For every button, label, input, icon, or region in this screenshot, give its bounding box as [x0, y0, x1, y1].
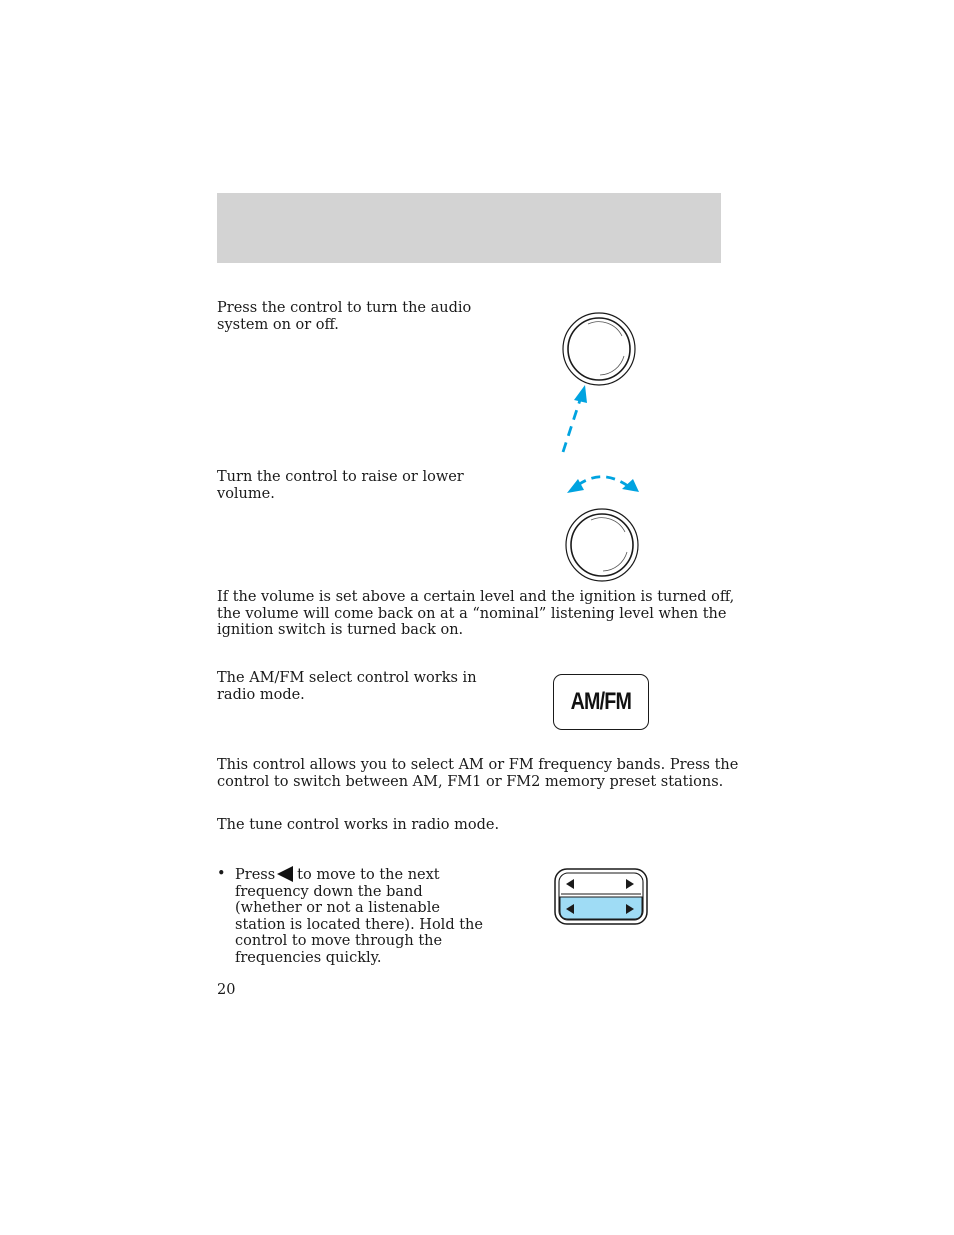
nominal-volume-paragraph — [217, 589, 734, 639]
bullet-line-6: frequencies quickly. — [235, 949, 382, 966]
amfm-desc-line-2: control to switch between AM, FM1 or FM2 memory preset stations. — [217, 773, 724, 790]
nominal-line-3: ignition switch is turned back on. — [217, 622, 464, 638]
bullet-press-word: Press — [235, 867, 276, 883]
tune-rocker-icon — [553, 867, 649, 927]
nominal-line-2: the volume will come back on at a “nominal” listening level when the — [217, 605, 727, 622]
amfm-instruction — [217, 670, 477, 703]
volume-line-2: volume. — [217, 485, 275, 502]
amfm-button-label: AM/FM — [570, 688, 632, 715]
amfm-description — [217, 757, 738, 790]
left-triangle-icon — [277, 866, 293, 882]
dashed-press-arrow-icon — [563, 385, 587, 452]
bullet-dot: • — [217, 866, 226, 882]
tune-intro: The tune control works in radio mode. — [217, 817, 500, 833]
dashed-rotate-arrow-icon — [567, 477, 639, 493]
power-line-1: Press the control to turn the audio — [217, 300, 472, 316]
bullet-line-1-rest: to move to the next — [297, 867, 440, 883]
section-header-band — [217, 193, 721, 263]
power-line-2: system on or off. — [217, 316, 339, 333]
page-number: 20 — [217, 982, 236, 998]
nominal-line-1: If the volume is set above a certain level and the ignition is turned off, — [217, 589, 735, 605]
bullet-line-4: station is located there). Hold the — [235, 916, 483, 933]
amfm-desc-line-1: This control allows you to select AM or FM frequency bands. Press the — [217, 757, 739, 773]
volume-knob-icon — [566, 509, 638, 581]
amfm-line-1: The AM/FM select control works in — [217, 670, 477, 686]
power-knob-icon — [563, 313, 635, 385]
tune-bullet-text — [235, 866, 483, 966]
bullet-line-3: (whether or not a listenable — [235, 900, 440, 916]
bullet-line-2: frequency down the band — [235, 883, 423, 900]
volume-line-1: Turn the control to raise or lower — [217, 469, 464, 485]
amfm-line-2: radio mode. — [217, 686, 305, 703]
volume-instruction — [217, 469, 464, 502]
amfm-button-illustration — [553, 674, 649, 730]
volume-knob-diagram — [540, 300, 660, 600]
power-instruction — [217, 300, 471, 333]
bullet-line-5: control to move through the — [235, 933, 443, 949]
